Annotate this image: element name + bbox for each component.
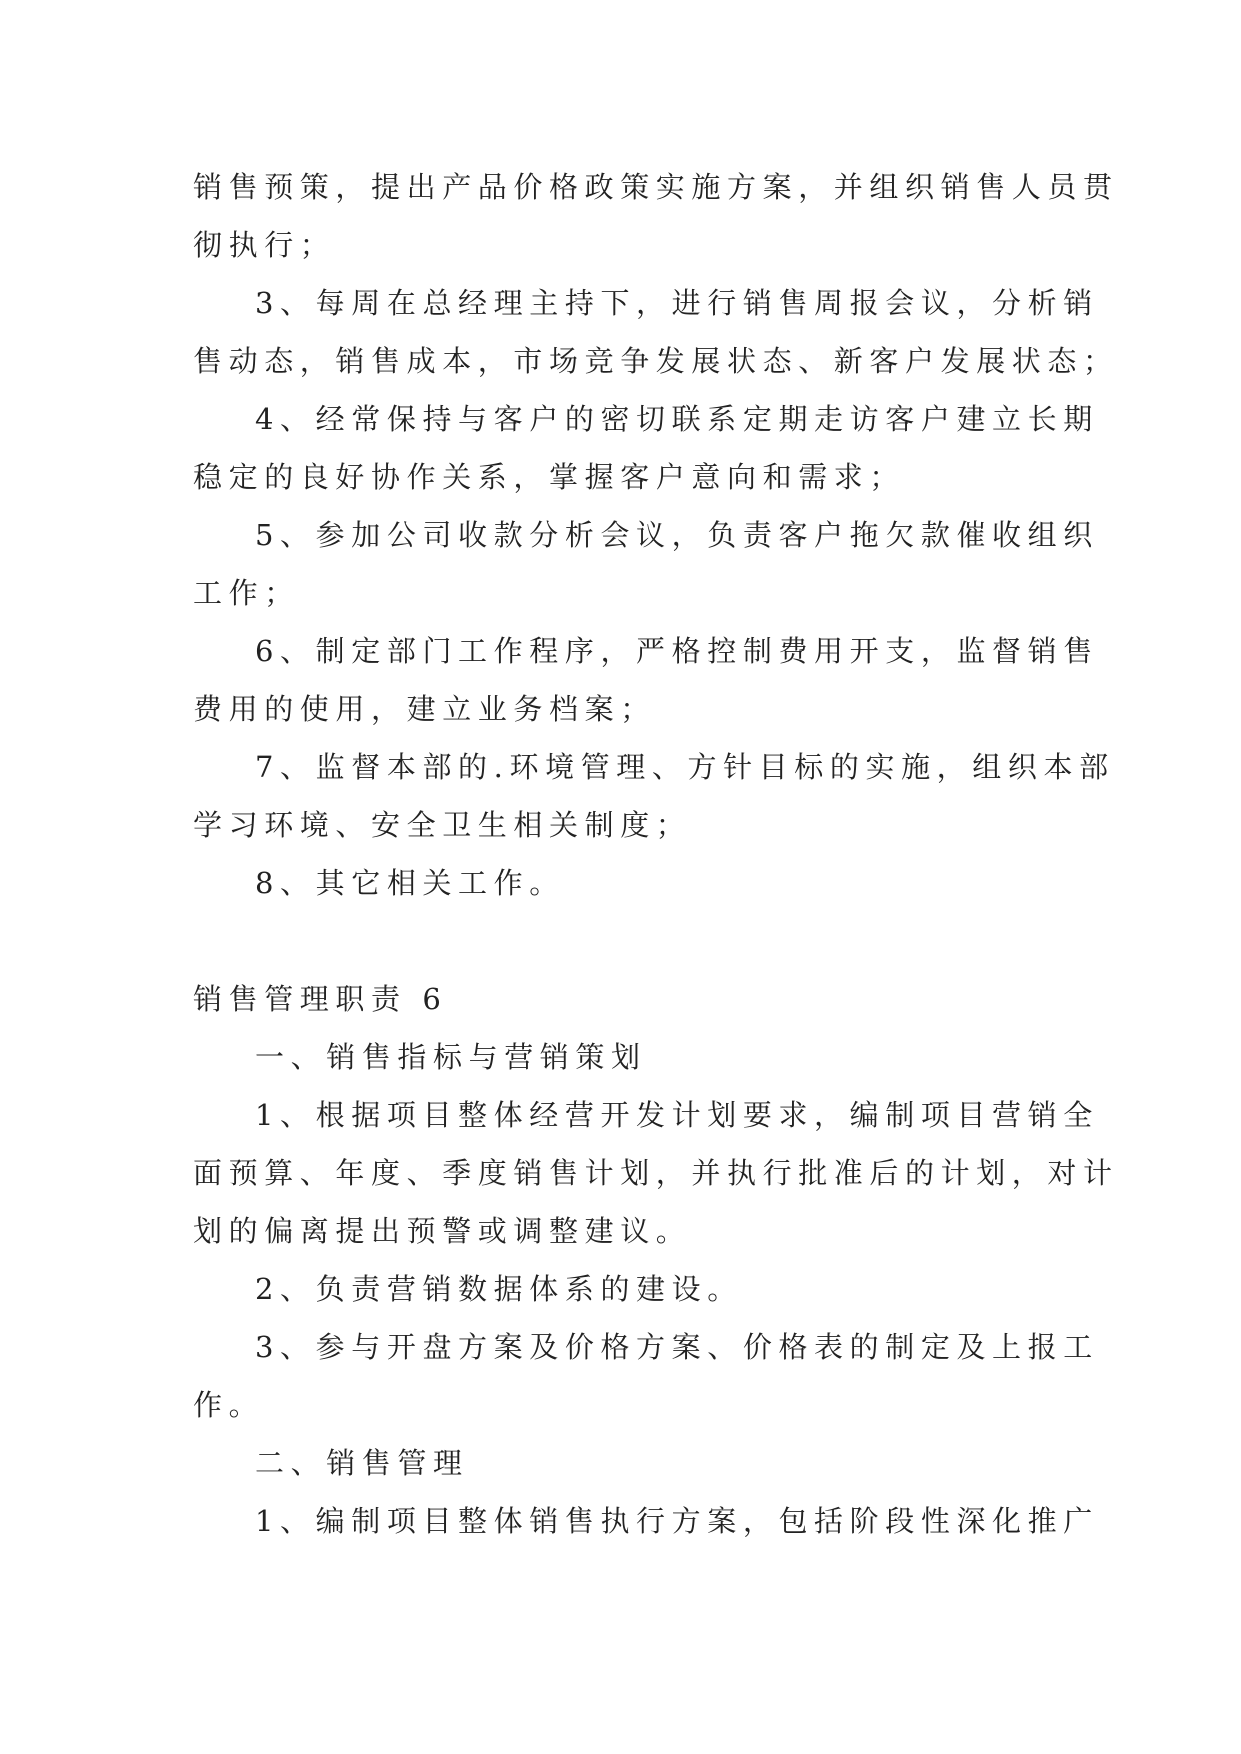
list-item-5-continued: 工作； (193, 576, 300, 610)
section-heading-2: 二、销售管理 (255, 1446, 469, 1480)
list-item-8: 8、其它相关工作。 (255, 866, 565, 900)
document-body (193, 158, 1119, 1550)
section6-list-item-1-continued: 划的偏离提出预警或调整建议。 (193, 1214, 692, 1248)
list-item-4-continued: 稳定的良好协作关系，掌握客户意向和需求； (193, 460, 906, 494)
section6-list-item-3-continued: 作。 (193, 1388, 265, 1422)
section-heading-1: 一、销售指标与营销策划 (255, 1040, 647, 1074)
section-title: 销售管理职责 6 (193, 982, 448, 1016)
section6b-list-item-1: 1、编制项目整体销售执行方案，包括阶段性深化推广 (255, 1504, 1099, 1538)
section6-list-item-1-continued: 面预算、年度、季度销售计划，并执行批准后的计划，对计 (193, 1156, 1119, 1190)
list-item-7-continued: 学习环境、安全卫生相关制度； (193, 808, 692, 842)
list-item-4: 4、经常保持与客户的密切联系定期走访客户建立长期 (255, 402, 1099, 436)
section6-list-item-1: 1、根据项目整体经营开发计划要求，编制项目营销全 (255, 1098, 1099, 1132)
paragraph-line: 销售预策，提出产品价格政策实施方案，并组织销售人员贯 (193, 170, 1119, 204)
section-spacer (193, 912, 1063, 970)
list-item-6-continued: 费用的使用，建立业务档案； (193, 692, 656, 726)
section6-list-item-2: 2、负责营销数据体系的建设。 (255, 1272, 743, 1306)
list-item-6: 6、制定部门工作程序，严格控制费用开支，监督销售 (255, 634, 1099, 668)
section6-list-item-3: 3、参与开盘方案及价格方案、价格表的制定及上报工 (255, 1330, 1099, 1364)
list-item-3: 3、每周在总经理主持下，进行销售周报会议，分析销 (255, 286, 1099, 320)
list-item-3-continued: 售动态，销售成本，市场竞争发展状态、新客户发展状态； (193, 344, 1119, 378)
list-item-5: 5、参加公司收款分析会议，负责客户拖欠款催收组织 (255, 518, 1099, 552)
list-item-7: 7、监督本部的.环境管理、方针目标的实施，组织本部 (255, 750, 1115, 784)
paragraph-line: 彻执行； (193, 228, 336, 262)
